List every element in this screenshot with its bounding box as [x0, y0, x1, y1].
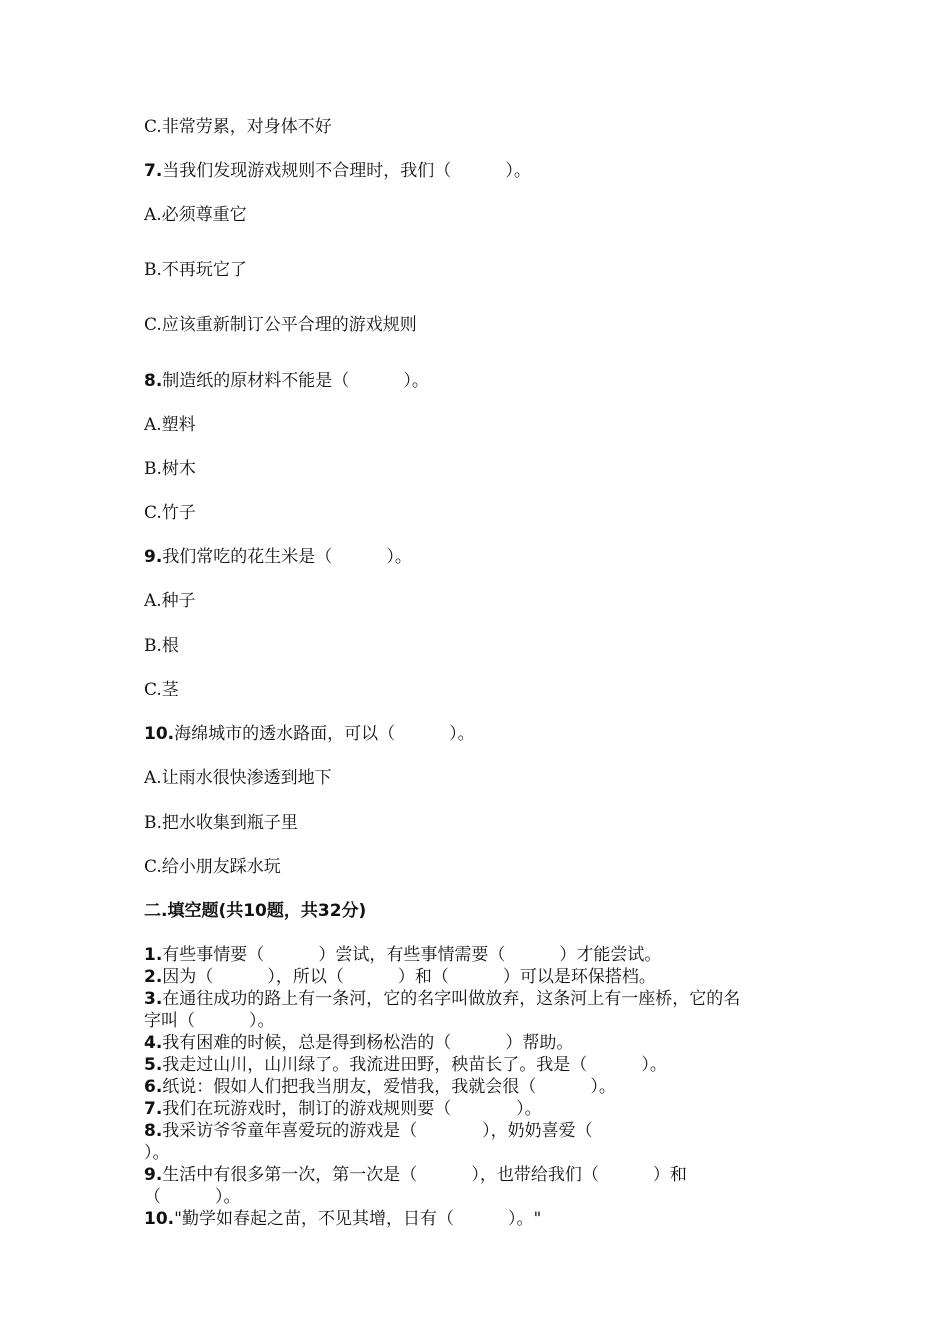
question-number: 10.: [144, 724, 175, 744]
fill-item-6: [144, 1076, 616, 1098]
option-b: B.树木: [144, 459, 196, 479]
fill-item-9: [144, 1164, 687, 1186]
option-b: B.把水收集到瓶子里: [144, 813, 298, 833]
option-c: C.应该重新制订公平合理的游戏规则: [144, 315, 417, 335]
item-number: 7.: [144, 1099, 163, 1119]
question-text: 当我们发现游戏规则不合理时，我们（ ）。: [162, 161, 531, 181]
option-b: B.根: [144, 636, 179, 656]
item-number: 10.: [144, 1209, 175, 1229]
fill-item-8: [144, 1120, 593, 1142]
option-c: C.茎: [144, 680, 179, 700]
question-number: 9.: [144, 547, 163, 567]
fill-item-5: [144, 1054, 667, 1076]
item-text: 因为（ ），所以（ ）和（ ）可以是环保搭档。: [162, 967, 656, 987]
fill-item-4: [144, 1032, 573, 1054]
fill-item-10: [144, 1208, 541, 1230]
question-7: [144, 160, 531, 182]
item-text: 我有困难的时候，总是得到杨松浩的（ ）帮助。: [162, 1033, 574, 1053]
item-text: "勤学如春起之苗，不见其增，日有（ ）。": [174, 1209, 542, 1229]
fill-item-2: [144, 966, 656, 988]
fill-item-7: [144, 1098, 542, 1120]
item-text: 我采访爷爷童年喜爱玩的游戏是（ ），奶奶喜爱（: [162, 1121, 593, 1141]
question-8: [144, 370, 429, 392]
option-a: A.塑料: [144, 415, 196, 435]
question-10: [144, 723, 475, 745]
question-text: 海绵城市的透水路面，可以（ ）。: [174, 724, 475, 744]
question-number: 7.: [144, 161, 163, 181]
question-number: 8.: [144, 371, 163, 391]
option-c: C.给小朋友踩水玩: [144, 857, 281, 877]
option-c-prev: C.非常劳累，对身体不好: [144, 117, 332, 137]
question-text: 我们常吃的花生米是（ ）。: [162, 547, 412, 567]
item-text: 有些事情要（ ）尝试，有些事情需要（ ）才能尝试。: [162, 945, 662, 965]
item-text: 在通往成功的路上有一条河，它的名字叫做放弃，这条河上有一座桥，它的名: [162, 989, 741, 1009]
option-a: A.必须尊重它: [144, 205, 247, 225]
fill-item-3-cont: 字叫（ ）。: [144, 1011, 275, 1031]
item-text: 我走过山川，山川绿了。我流进田野，秧苗长了。我是（ ）。: [162, 1055, 667, 1075]
item-text: 生活中有很多第一次，第一次是（ ），也带给我们（ ）和: [162, 1165, 687, 1185]
item-number: 1.: [144, 945, 163, 965]
question-9: [144, 546, 412, 568]
fill-item-3: [144, 988, 740, 1010]
section-title: 二.填空题(共10题，共32分): [144, 901, 367, 921]
item-number: 3.: [144, 989, 163, 1009]
item-text: 纸说：假如人们把我当朋友，爱惜我，我就会很（ ）。: [162, 1077, 616, 1097]
fill-item-1: [144, 944, 661, 966]
item-number: 9.: [144, 1165, 163, 1185]
item-number: 2.: [144, 967, 163, 987]
item-number: 8.: [144, 1121, 163, 1141]
item-text: 我们在玩游戏时，制订的游戏规则要（ ）。: [162, 1099, 542, 1119]
item-number: 6.: [144, 1077, 163, 1097]
fill-item-8-cont: ）。: [144, 1143, 170, 1163]
fill-item-9-cont: （ ）。: [144, 1187, 241, 1207]
option-a: A.种子: [144, 591, 196, 611]
option-c: C.竹子: [144, 503, 196, 523]
item-number: 5.: [144, 1055, 163, 1075]
option-a: A.让雨水很快渗透到地下: [144, 768, 332, 788]
option-b: B.不再玩它了: [144, 260, 247, 280]
item-number: 4.: [144, 1033, 163, 1053]
question-text: 制造纸的原材料不能是（ ）。: [162, 371, 429, 391]
